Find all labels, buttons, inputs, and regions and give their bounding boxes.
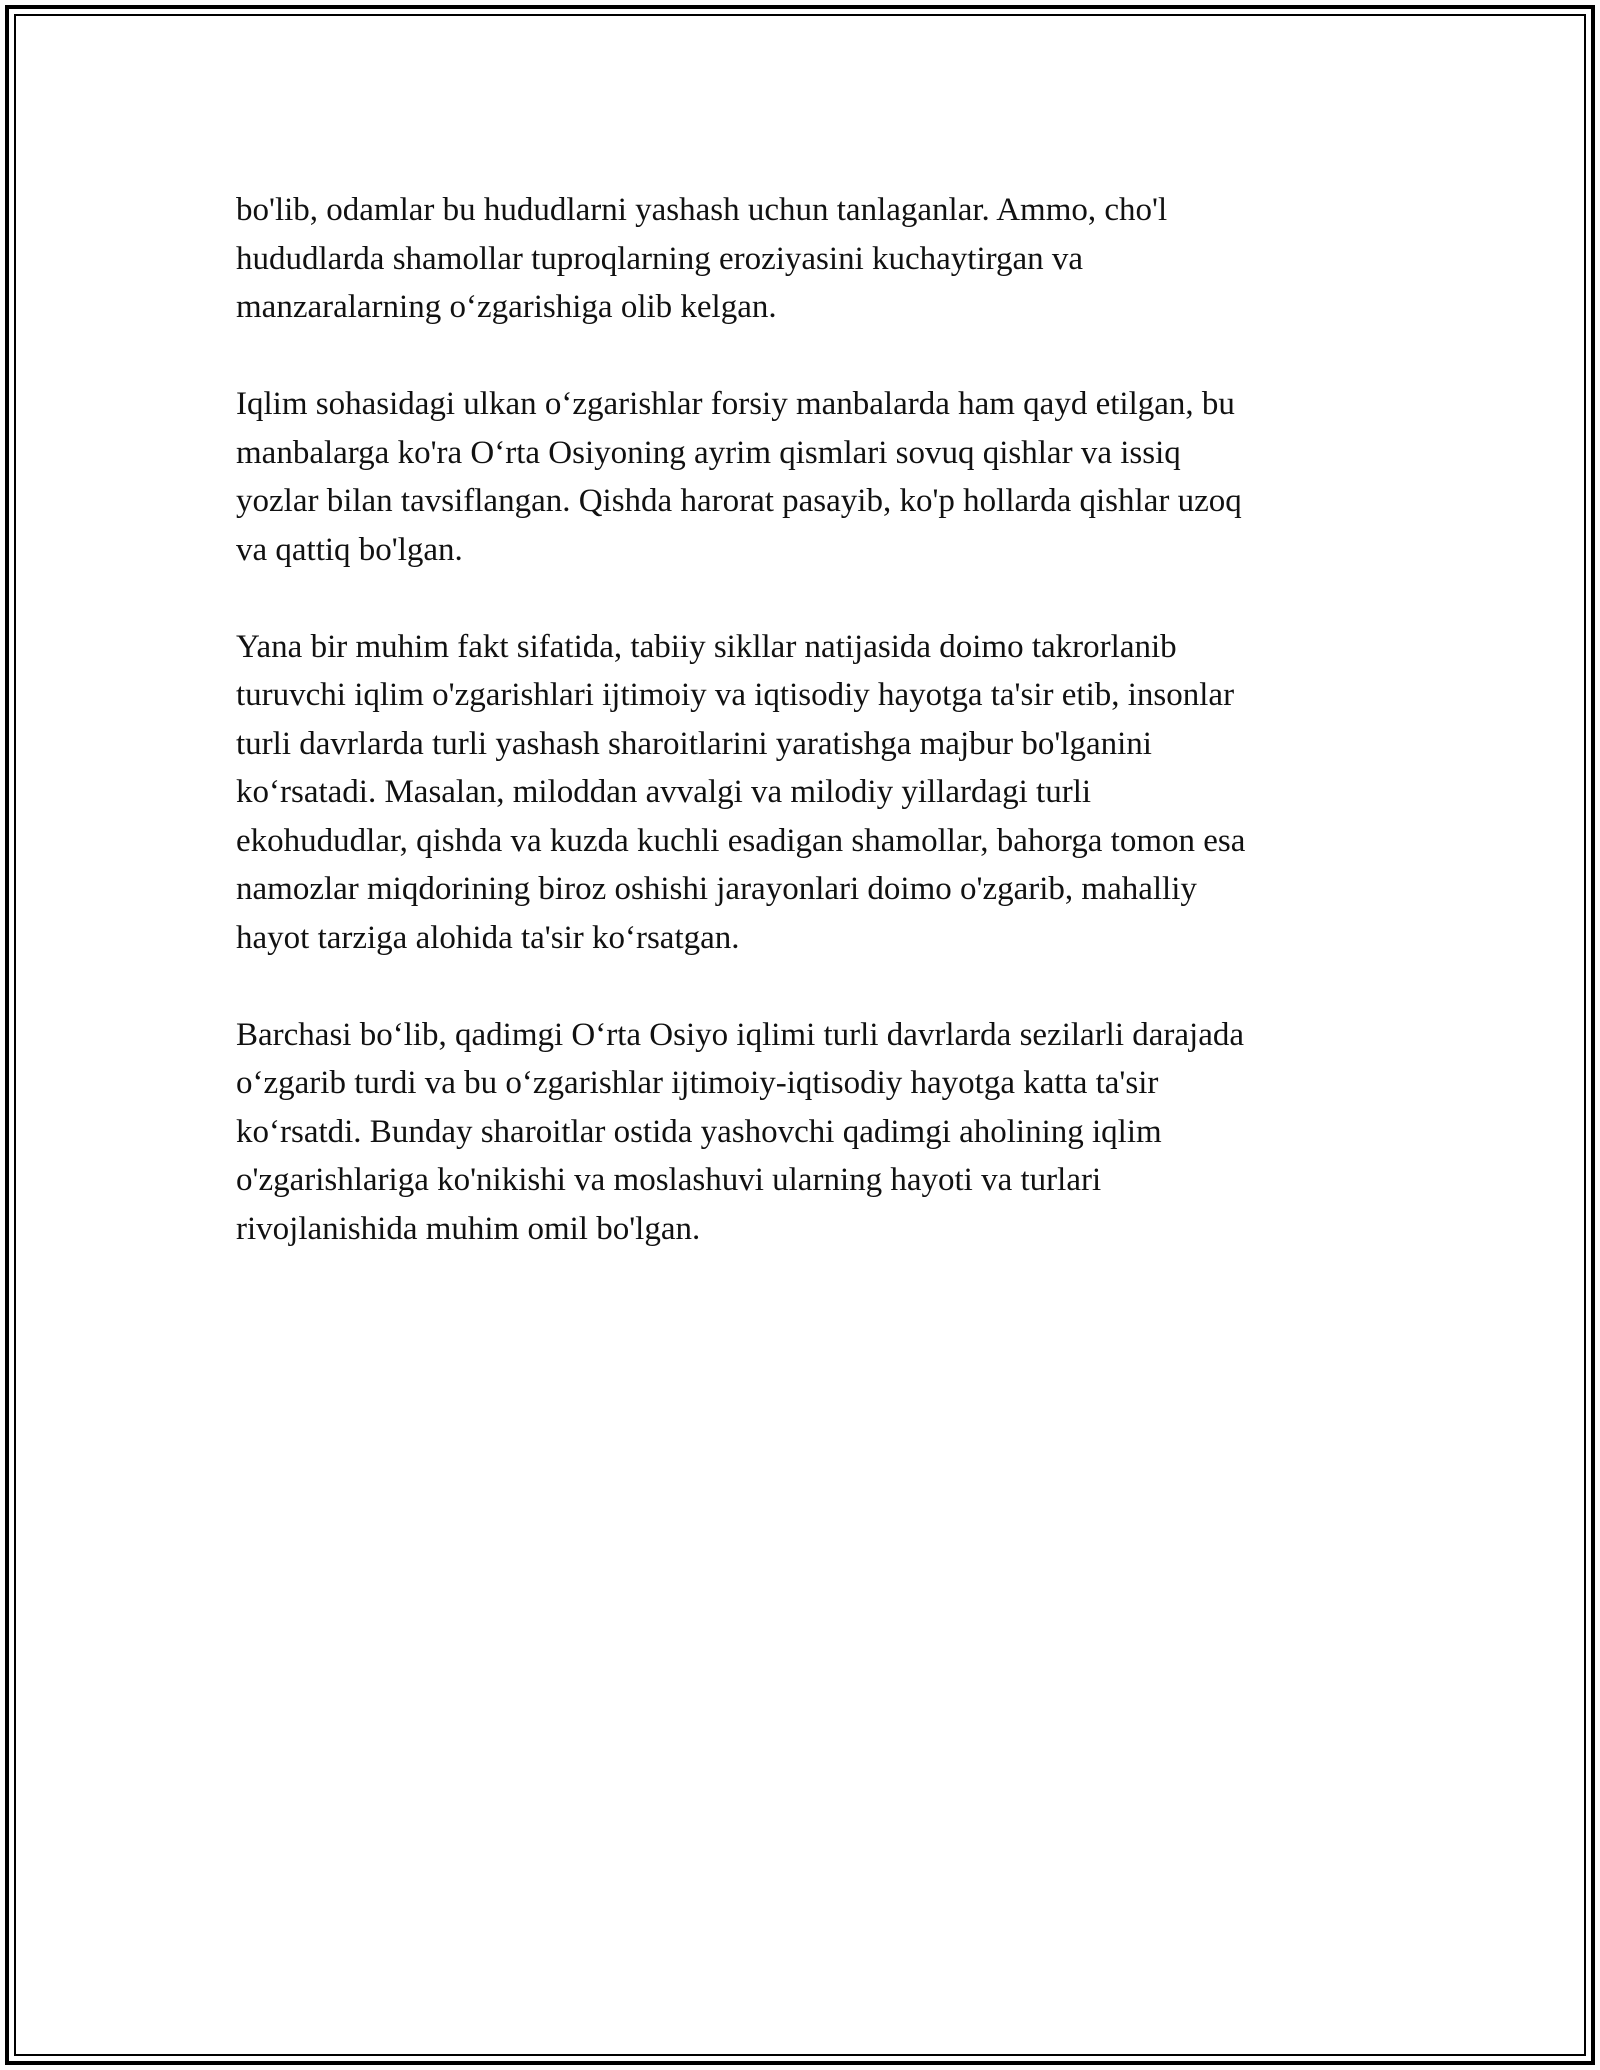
- paragraph-1: bo'lib, odamlar bu hududlarni yashash uchun tanlaganlar. Ammo, cho'l hududlarda shamollar tuproqlarning eroziyasini kuchaytirgan va manzaralarning o‘zgarishiga olib kelgan.: [236, 192, 1168, 325]
- paragraph-2: Iqlim sohasidagi ulkan o‘zgarishlar forsiy manbalarda ham qayd etilgan, bu manbalarga ko'ra O‘rta Osiyoning ayrim qismlari sovuq qishlar va issiq yozlar bilan tavsiflangan. Qishda harorat pasayib, ko'p hollarda qishlar uzoq va qattiq bo'lgan.: [236, 386, 1242, 568]
- paragraph-4: Barchasi bo‘lib, qadimgi O‘rta Osiyo iqlimi turli davrlarda sezilarli darajada o‘zgarib turdi va bu o‘zgarishlar ijtimoiy-iqtisodiy hayotga katta ta'sir ko‘rsatdi. Bunday sharoitlar ostida yashovchi qadimgi aholining iqlim o'zgarishlariga ko'nikishi va moslashuvi ularning hayoti va turlari rivojlanishida muhim omil bo'lgan.: [236, 1016, 1245, 1247]
- paragraph-3: Yana bir muhim fakt sifatida, tabiiy sikllar natijasida doimo takrorlanib turuvchi iqlim o'zgarishlari ijtimoiy va iqtisodiy hayotga ta'sir etib, insonlar turli davrlarda turli yashash sharoitlarini yaratishga majbur bo'lganini ko‘rsatadi. Masalan, miloddan avvalgi va milodiy yillardagi turli ekohududlar, qishda va kuzda kuchli esadigan shamollar, bahorga tomon esa namozlar miqdorining biroz oshishi jarayonlari doimo o'zgarib, mahalliy hayot tarziga alohida ta'sir ko‘rsatgan.: [236, 628, 1246, 956]
- document-body: [236, 186, 1366, 1302]
